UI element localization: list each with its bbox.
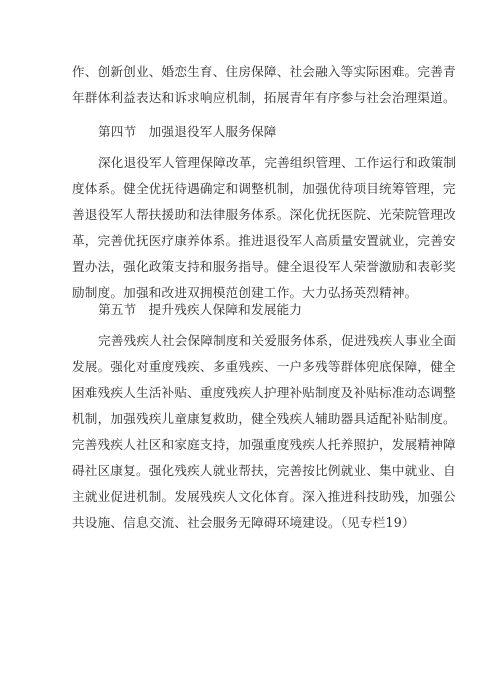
paragraph-line: 深化退役军人管理保障改革，完善组织管理、工作运行和政策制 — [98, 155, 457, 170]
paragraph-line: 碍社区康复。强化残疾人就业帮扶，完善按比例就业、集中就业、自 — [72, 463, 456, 478]
paragraph-line: 年群体利益表达和诉求响应机制，拓展青年有序参与社会治理渠道。 — [72, 90, 456, 105]
paragraph-line: 机制，加强残疾儿童康复救助，健全残疾人辅助器具适配补贴制度。 — [72, 411, 456, 426]
section4-paragraph — [72, 150, 457, 306]
section5-paragraph — [72, 328, 457, 536]
paragraph-line: 善退役军人帮扶援助和法律服务体系。深化优抚医院、光荣院管理改 — [72, 207, 456, 222]
paragraph-line: 共设施、信息交流、社会服务无障碍环境建设。（见专栏19） — [72, 515, 415, 530]
section-heading-5 — [98, 300, 302, 320]
paragraph-line: 发展。强化对重度残疾、多重残疾、一户多残等群体兜底保障，健全 — [72, 359, 456, 374]
paragraph-line: 作、创新创业、婚恋生育、住房保障、社会融入等实际困难。完善青 — [72, 64, 456, 79]
paragraph-line: 主就业促进机制。发展残疾人文化体育。深入推进科技助残，加强公 — [72, 489, 456, 504]
paragraph-line: 完善残疾人社区和家庭支持，加强重度残疾人托养照护，发展精神障 — [72, 437, 456, 452]
section-number: 第五节 — [98, 302, 137, 317]
paragraph-line: 励制度。加强和改进双拥模范创建工作。大力弘扬英烈精神。 — [72, 285, 418, 300]
paragraph-line: 度体系。健全优抚待遇确定和调整机制，加强优待项目统筹管理，完 — [72, 181, 456, 196]
paragraph-line: 革，完善优抚医疗康养体系。推进退役军人高质量安置就业，完善安 — [72, 233, 456, 248]
paragraph-line: 困难残疾人生活补贴、重度残疾人护理补贴制度及补贴标准动态调整 — [72, 385, 456, 400]
section-title: 加强退役军人服务保障 — [148, 124, 277, 139]
paragraph-line: 置办法，强化政策支持和服务指导。健全退役军人荣誉激励和表彰奖 — [72, 259, 456, 274]
paragraph-line: 完善残疾人社会保障制度和关爱服务体系，促进残疾人事业全面 — [98, 333, 457, 348]
top-paragraph — [72, 59, 456, 111]
section-heading-4 — [98, 122, 277, 142]
section-title: 提升残疾人保障和发展能力 — [148, 302, 303, 317]
section-number: 第四节 — [98, 124, 137, 139]
